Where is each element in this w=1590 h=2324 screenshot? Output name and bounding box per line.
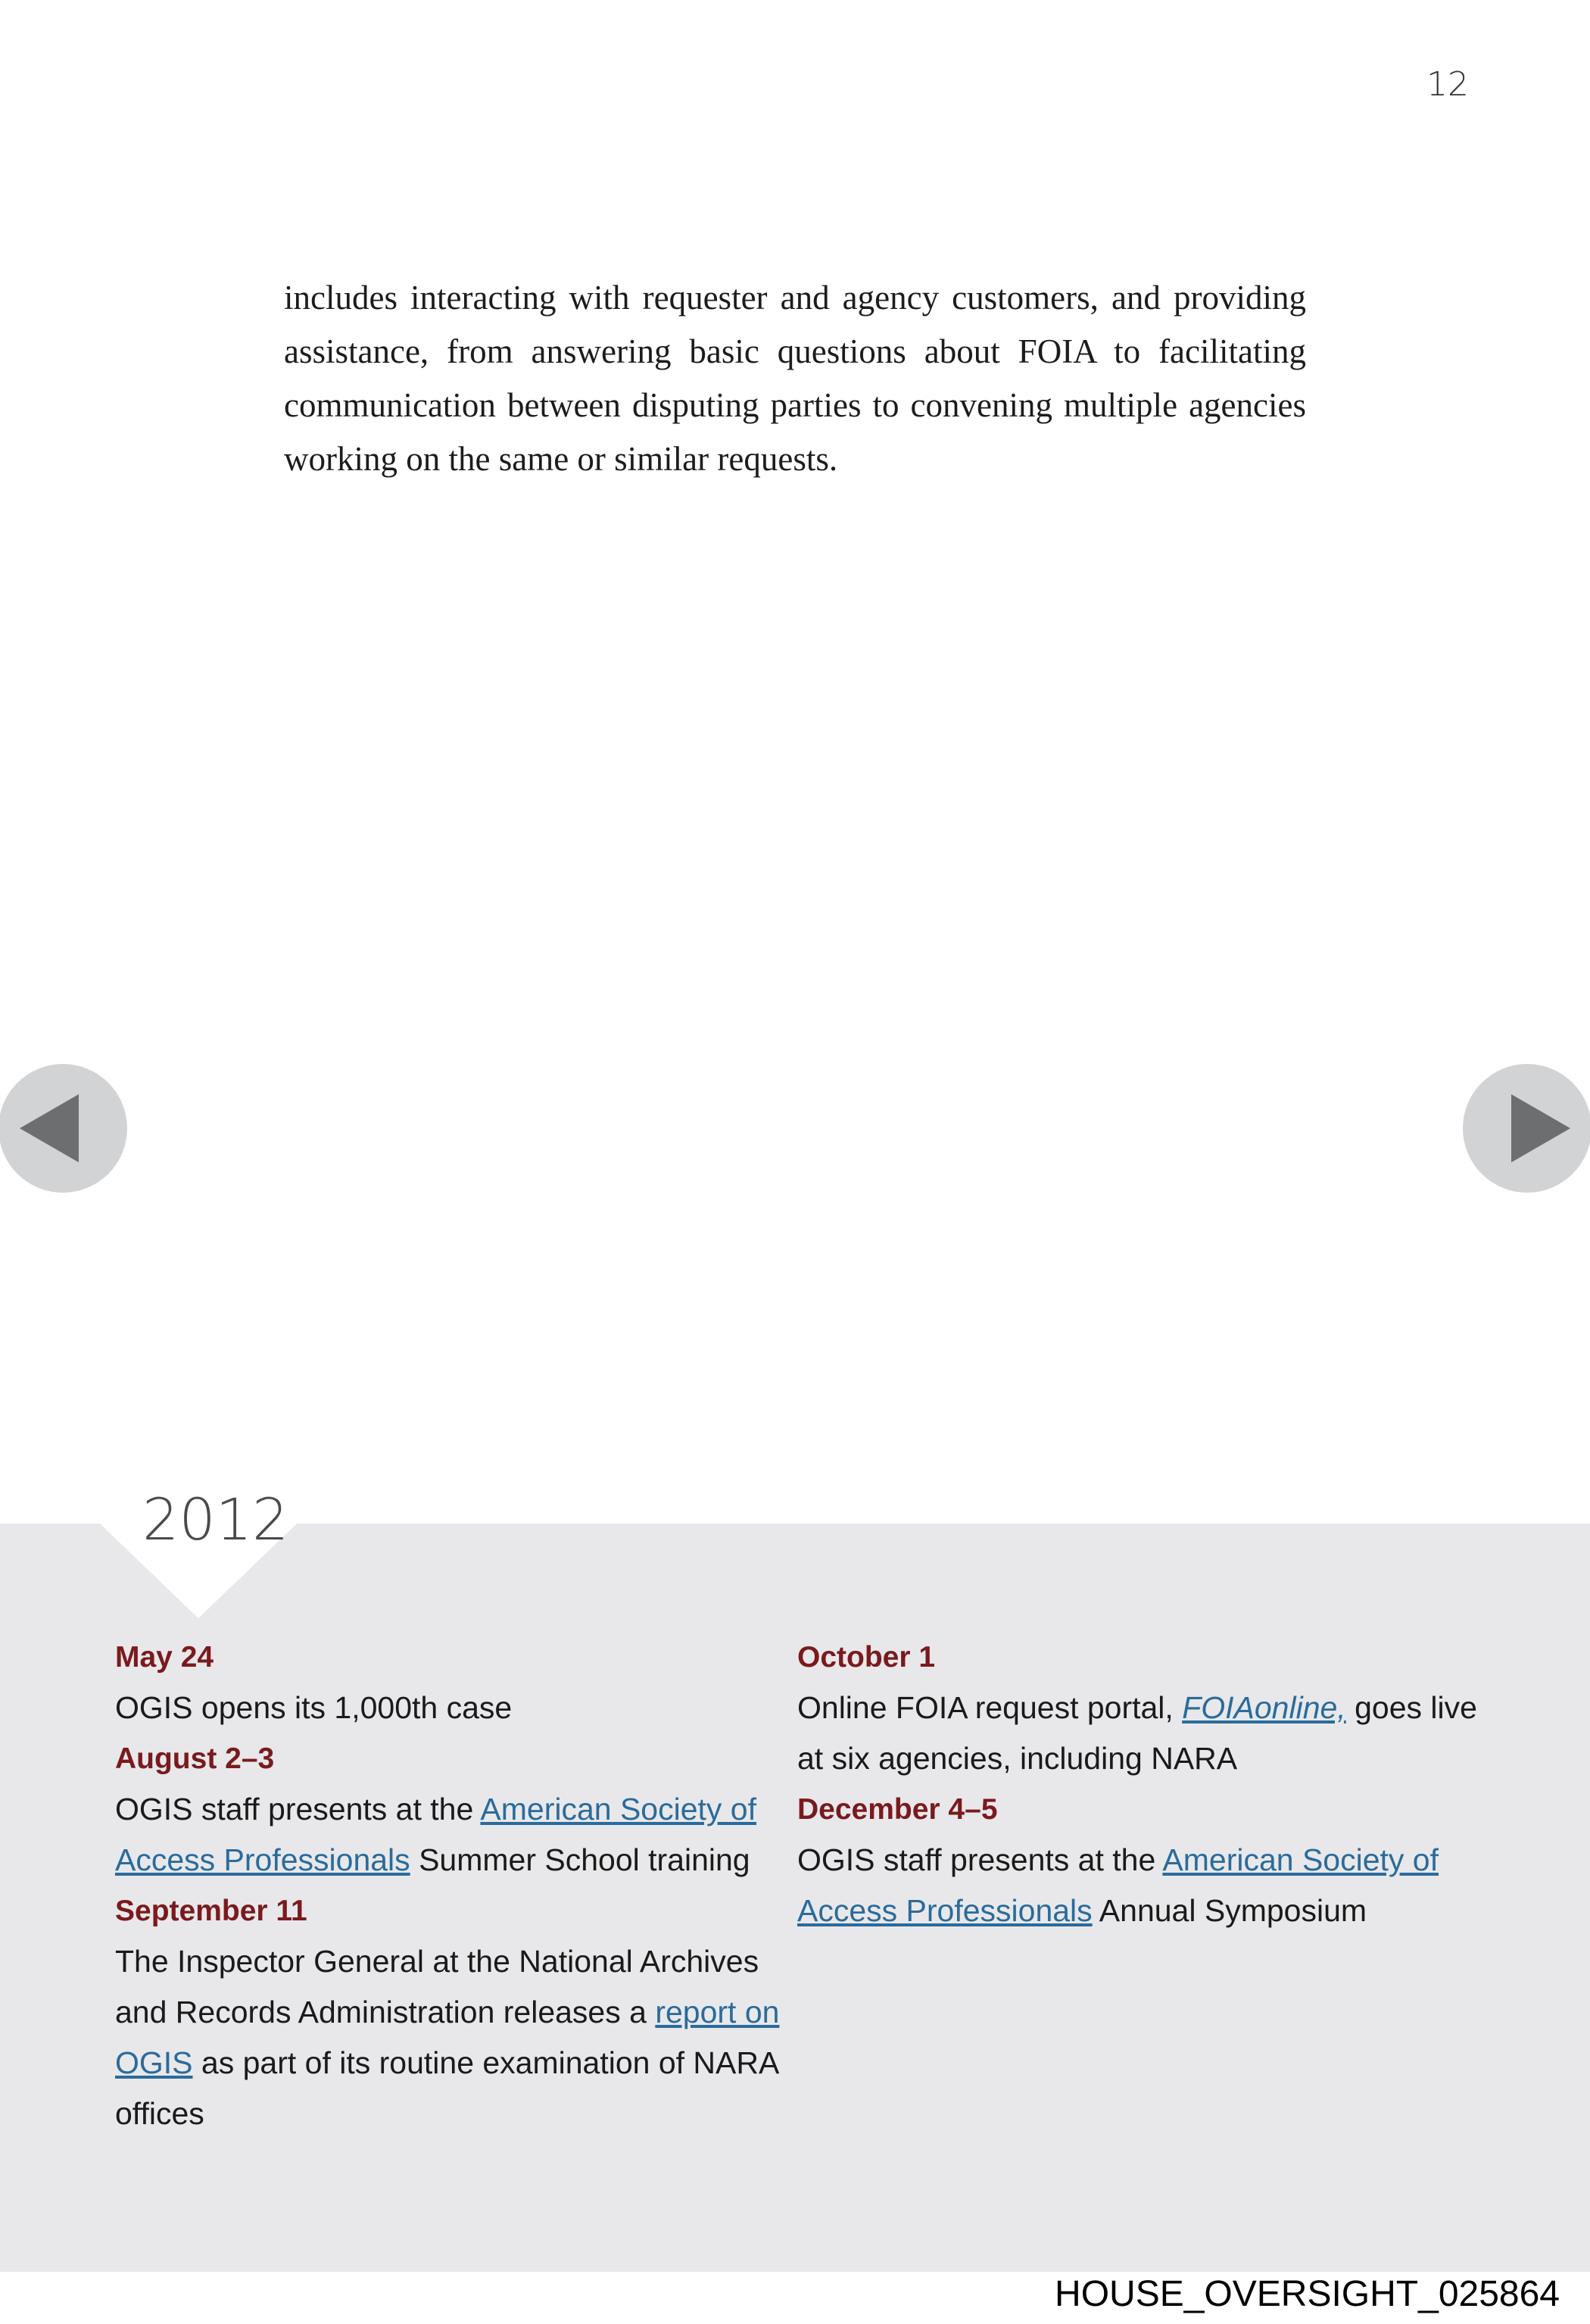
event-text: OGIS staff presents at the — [797, 1842, 1163, 1877]
timeline-column-right — [797, 1632, 1494, 1936]
timeline-year: 2012 — [142, 1486, 289, 1553]
document-id: HOUSE_OVERSIGHT_025864 — [1055, 2274, 1560, 2314]
event-date: May 24 — [115, 1641, 214, 1674]
event-text: Annual Symposium — [1092, 1893, 1367, 1928]
event-date: September 11 — [115, 1895, 307, 1927]
timeline-column-left — [115, 1632, 781, 2139]
event-text: goes live at six agencies, including NARA — [797, 1690, 1477, 1776]
event-description — [115, 1936, 781, 2139]
event-description: OGIS opens its 1,000th case — [115, 1690, 513, 1725]
event-text: Online FOIA request portal, — [797, 1690, 1183, 1725]
event-text: The Inspector General at the National Archives and Records Administration releases a — [115, 1944, 759, 2029]
event-description — [797, 1683, 1494, 1784]
timeline-event — [115, 1733, 781, 1886]
triangle-right-icon — [1511, 1094, 1570, 1162]
triangle-left-icon — [20, 1094, 79, 1162]
timeline-event — [797, 1632, 1494, 1784]
timeline-event — [115, 1632, 781, 1733]
event-text: Summer School training — [410, 1842, 750, 1877]
ogis-report-link[interactable]: report on OGIS — [115, 1995, 780, 2080]
page-number: 12 — [1426, 65, 1469, 104]
event-date: October 1 — [797, 1641, 936, 1674]
foiaonline-link[interactable]: FOIAonline, — [1182, 1690, 1346, 1725]
timeline-event — [797, 1784, 1494, 1936]
event-date: August 2–3 — [115, 1742, 275, 1775]
event-description — [115, 1784, 781, 1886]
asap-link[interactable]: American Society of Access Professionals — [797, 1842, 1439, 1928]
next-page-button[interactable] — [1463, 1064, 1590, 1193]
event-description — [797, 1835, 1494, 1936]
timeline-event — [115, 1886, 781, 2139]
previous-page-button[interactable] — [0, 1064, 127, 1193]
event-date: December 4–5 — [797, 1793, 998, 1826]
body-paragraph: includes interacting with requester and agency customers, and providing assistance, from answering basic questions about FOIA to facilitating communication between disputing parties to convening multiple agencies working on the same or similar requests. — [284, 279, 1306, 478]
event-text: as part of its routine examination of NARA offices — [115, 2045, 778, 2131]
asap-link[interactable]: American Society of Access Professionals — [115, 1792, 756, 1877]
event-text: OGIS staff presents at the — [115, 1792, 481, 1826]
